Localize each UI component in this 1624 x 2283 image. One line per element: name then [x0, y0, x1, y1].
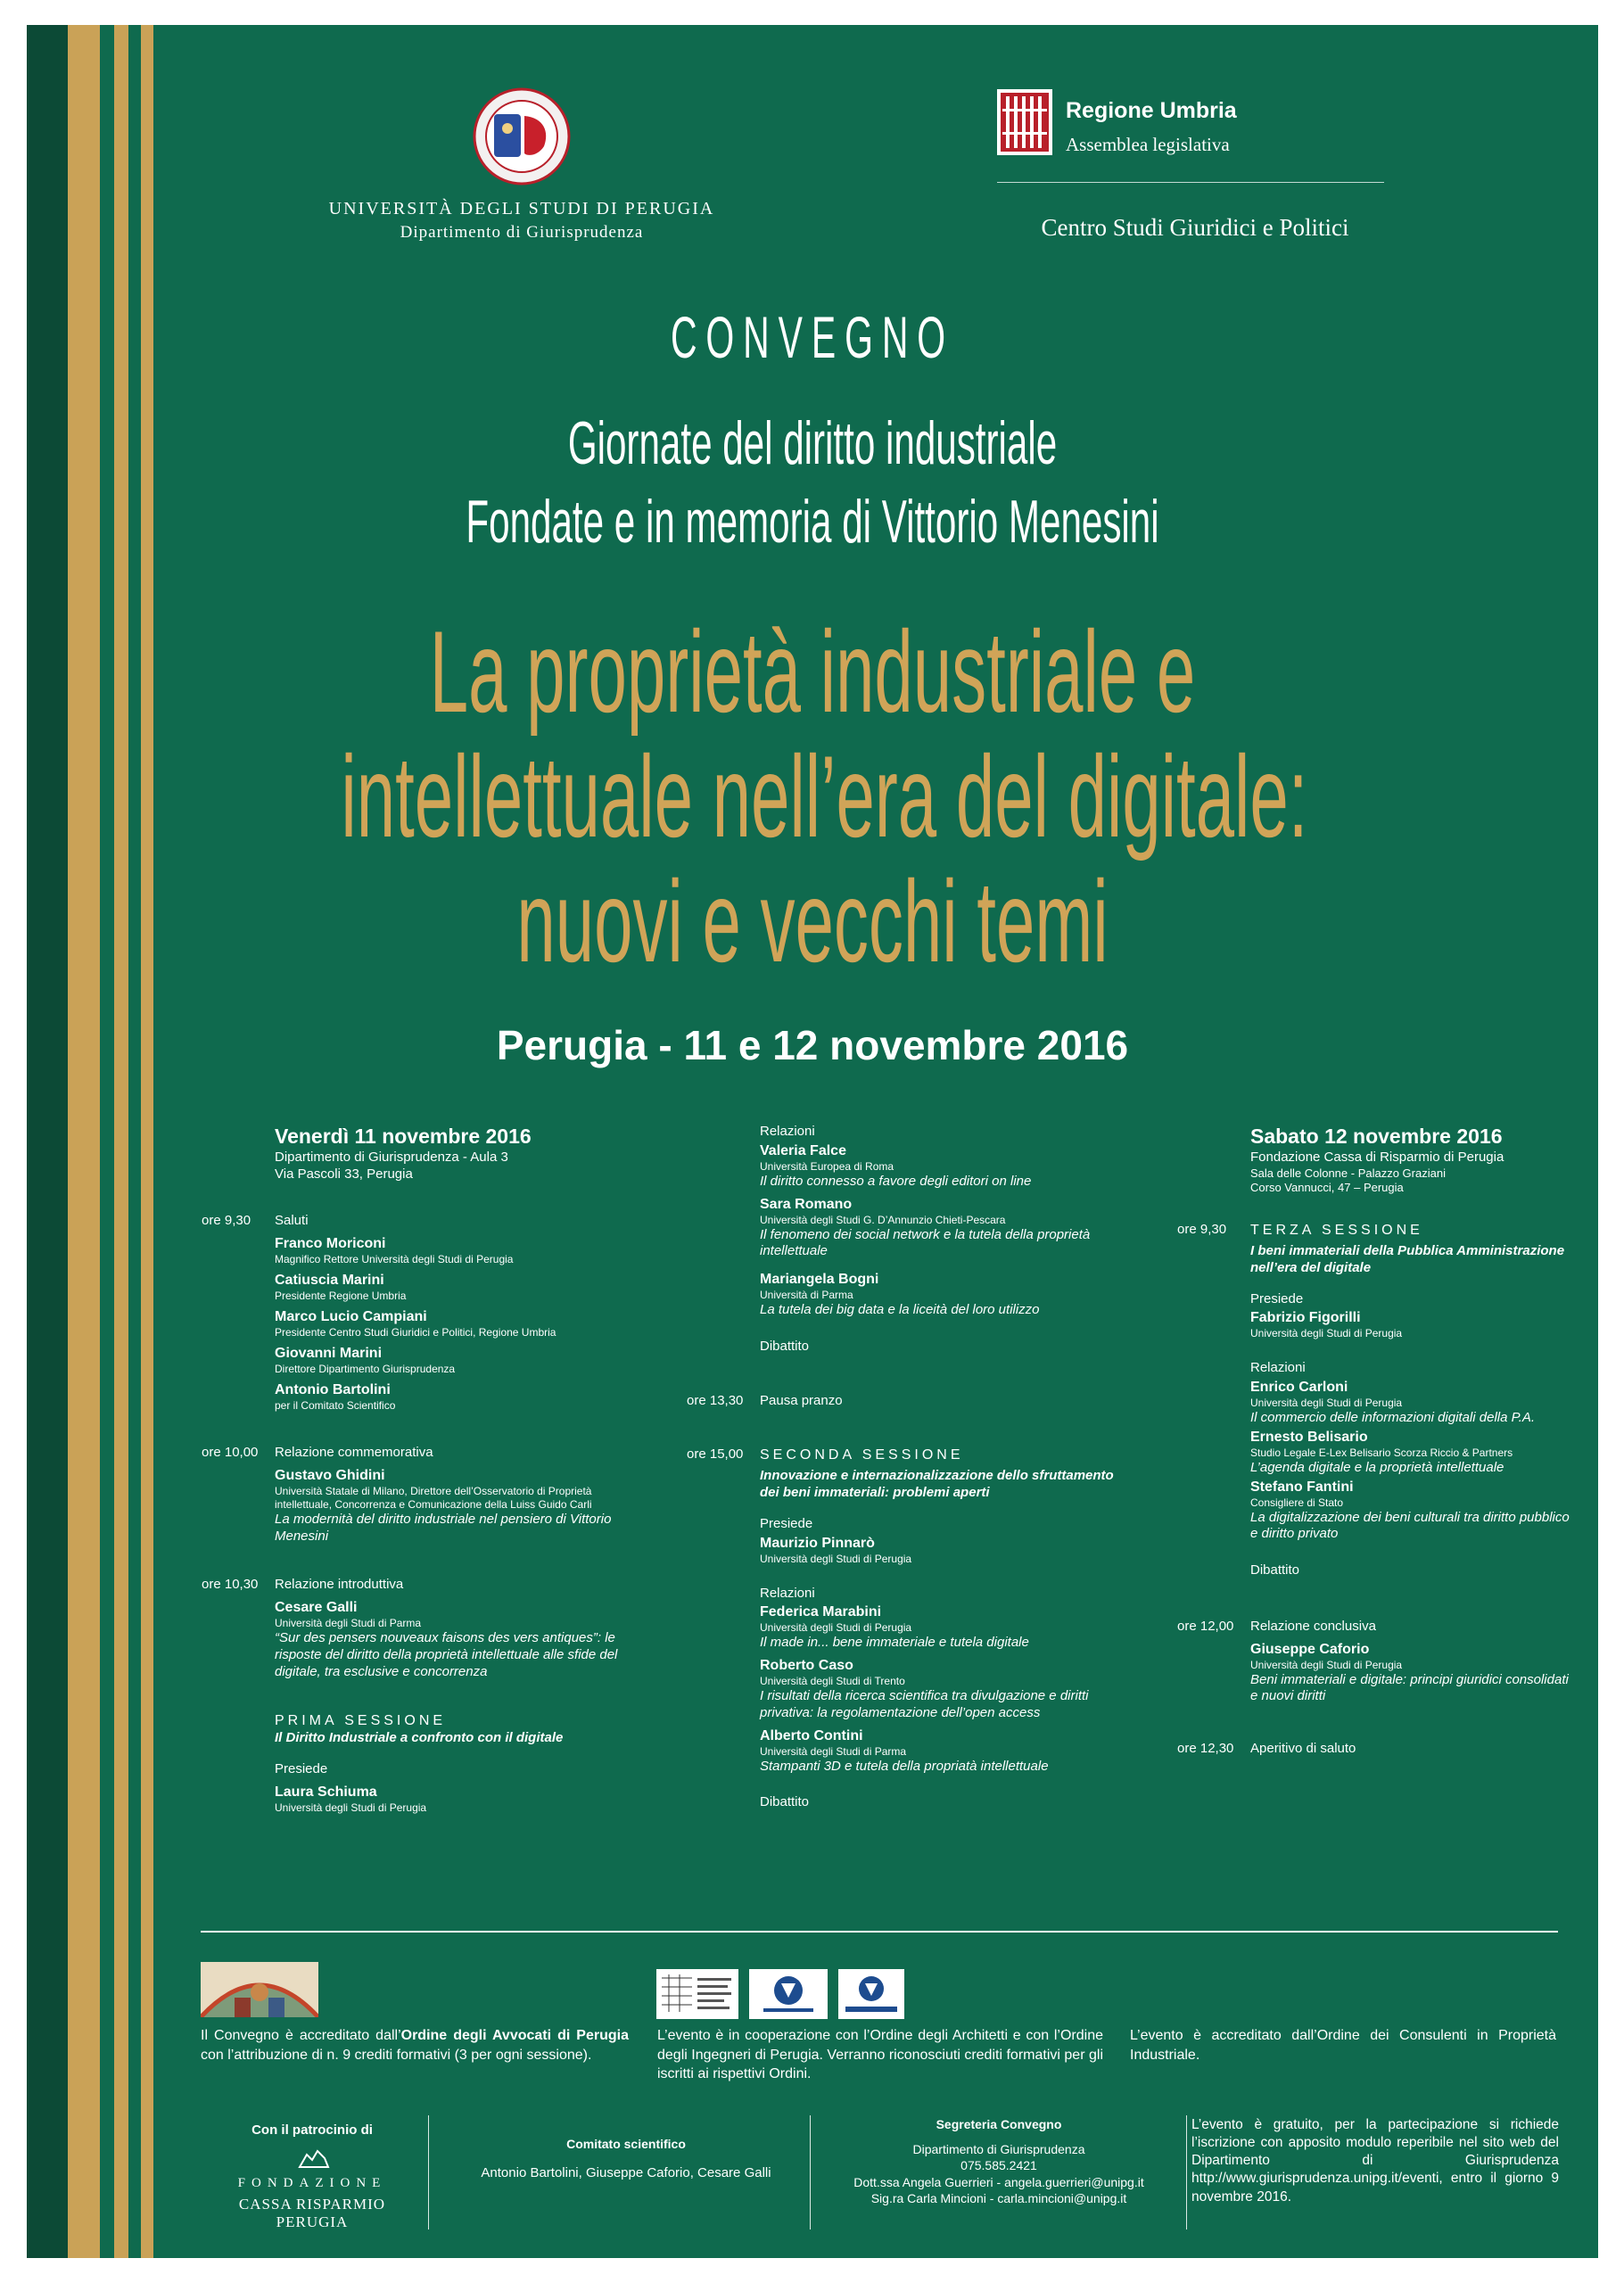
presiede-label: Presiede — [1250, 1290, 1304, 1306]
speaker-name: Giovanni Marini — [275, 1346, 383, 1361]
assemblea-legislativa: Assemblea legislativa — [1066, 134, 1230, 155]
commemorativa-label: Relazione commemorativa — [275, 1445, 433, 1460]
program-saturday — [1177, 1124, 1571, 1758]
conference-poster — [27, 25, 1598, 2258]
speaker-name: Valeria Falce — [760, 1142, 846, 1158]
presiede-label: Presiede — [275, 1761, 328, 1776]
speaker-name: Fabrizio Figorilli — [1250, 1310, 1361, 1326]
acc1-bold: Ordine degli Avvocati di Perugia — [400, 2028, 629, 2043]
talk-title: La tutela dei big data e la liceità del loro utilizzo — [760, 1302, 1040, 1317]
commemorativa-time: ore 10,00 — [202, 1445, 259, 1460]
speaker-affiliation: Direttore Dipartimento Giurisprudenza — [275, 1363, 456, 1375]
speaker-affiliation: Università degli Studi di Perugia — [1250, 1397, 1403, 1409]
conclusiva-time: ore 12,00 — [1177, 1618, 1234, 1634]
aperitivo-time: ore 12,30 — [1177, 1741, 1234, 1756]
registration-info: L’evento è gratuito, per la partecipazione si richiede l’iscrizione con apposito modulo reperibile nel sito web del Dipartimento di Giurisprudenza http://www.giurisprudenza.unipg.it/eventi, entro il giorno 9 novembre 2016. — [1191, 2117, 1559, 2205]
talk-title: La digitalizzazione dei beni culturali tra diritto pubblico e diritto privato — [1250, 1509, 1570, 1542]
speaker-affiliation: Università degli Studi di Trento — [760, 1675, 905, 1687]
speaker-name: Alberto Contini — [760, 1727, 863, 1743]
speaker-name: Catiuscia Marini — [275, 1273, 384, 1288]
regione-umbria-name: Regione Umbria — [1066, 98, 1237, 123]
saluti-block — [202, 1213, 649, 1413]
comitato-scientifico — [448, 2137, 804, 2180]
program-column-2 — [687, 1124, 1134, 1811]
main-title-line-2 — [27, 729, 1598, 863]
saluti-time: ore 9,30 — [202, 1213, 251, 1229]
speaker-affiliation: Università degli Studi di Parma — [275, 1617, 422, 1629]
speaker-affiliation: Università Statale di Milano, Direttore dell’Osservatorio di Proprietà intellettuale, Concorrenza e Comunicazione della Luiss Guido Carli — [275, 1484, 592, 1511]
speaker-name: Giuseppe Caforio — [1250, 1641, 1370, 1657]
speaker-name: Ernesto Belisario — [1250, 1429, 1368, 1445]
speaker-affiliation: Università degli Studi G. D’Annunzio Chieti-Pescara — [760, 1213, 1006, 1226]
talk-title: I risultati della ricerca scientifica tra divulgazione e diritti privativa: la regolamentazione dell’open access — [760, 1688, 1089, 1720]
speaker-name: Gustavo Ghidini — [275, 1467, 385, 1483]
speaker-affiliation: Università degli Studi di Perugia — [1250, 1658, 1403, 1671]
speaker-affiliation: Presidente Centro Studi Giuridici e Politici, Regione Umbria — [275, 1326, 556, 1339]
convegno-text: CONVEGNO — [670, 304, 955, 370]
footer-divider — [1186, 2115, 1187, 2229]
day1-venue-2: Via Pascoli 33, Perugia — [275, 1166, 413, 1182]
subtitle-line-2 — [27, 487, 1598, 556]
speaker-name: Stefano Fantini — [1250, 1479, 1354, 1495]
speaker-affiliation: Università di Parma — [760, 1289, 853, 1301]
dibattito-label: Dibattito — [760, 1338, 810, 1354]
patrocinio-label: Con il patrocinio di — [251, 2122, 373, 2138]
main-title-line-1 — [27, 605, 1598, 738]
prima-sessione-label: PRIMA SESSIONE — [275, 1713, 447, 1729]
speaker-name: Marco Lucio Campiani — [275, 1309, 427, 1324]
speaker-name: Maurizio Pinnarò — [760, 1535, 875, 1551]
talk-title: “Sur des pensers nouveaux faisons des vers antiques”: le risposte del diritto della proprietà intellettuale alle sfide del digitale, tra esclusive e concorrenza — [275, 1630, 618, 1679]
conclusiva-block — [1177, 1618, 1571, 1705]
aperitivo-label: Aperitivo di saluto — [1250, 1741, 1356, 1756]
prima-sessione-title: Il Diritto Industriale a confronto con il digitale — [275, 1730, 564, 1746]
day2-venue-3: Corso Vannucci, 47 – Perugia — [1250, 1180, 1404, 1194]
convegno-label — [27, 303, 1598, 371]
comitato-label: Comitato scientifico — [566, 2137, 686, 2151]
day2-venue-1: Fondazione Cassa di Risparmio di Perugia — [1250, 1149, 1504, 1165]
speaker-affiliation: Studio Legale E-Lex Belisario Scorza Riccio & Partners — [1250, 1446, 1513, 1459]
relazioni-label: Relazioni — [760, 1124, 815, 1139]
terza-sessione-block — [1177, 1222, 1571, 1579]
talk-title: La modernità del diritto industriale nel pensiero di Vittorio Menesini — [275, 1511, 612, 1544]
pausa-block — [687, 1392, 1134, 1410]
speaker-name: Cesare Galli — [275, 1600, 358, 1615]
speaker-affiliation: per il Comitato Scientifico — [275, 1399, 396, 1412]
griffin-icon — [294, 2147, 332, 2171]
talk-title: Il commercio delle informazioni digitali della P.A. — [1250, 1410, 1536, 1425]
seconda-sessione-title: Innovazione e internazionalizzazione dello sfruttamento dei beni immateriali: problemi aperti — [760, 1468, 1114, 1500]
talk-title: Il diritto connesso a favore degli editori on line — [760, 1173, 1032, 1189]
speaker-name: Roberto Caso — [760, 1658, 853, 1673]
speaker-affiliation: Consigliere di Stato — [1250, 1496, 1344, 1509]
relazioni-label: Relazioni — [1250, 1360, 1306, 1376]
segreteria-line-2: 075.585.2421 — [960, 2158, 1037, 2173]
talk-title: Beni immateriali e digitale: principi giuridici consolidati e nuovi diritti — [1250, 1671, 1569, 1704]
program-friday — [202, 1124, 649, 1815]
speaker-affiliation: Università Europea di Roma — [760, 1159, 894, 1173]
talk-title: Stampanti 3D e tutela della propriatà intellettuale — [760, 1758, 1049, 1774]
accreditation-architetti-ingegneri: L’evento è in cooperazione con l’Ordine degli Architetti e con l’Ordine degli Ingegneri di Perugia. Verranno riconosciuti crediti formativi per gli iscritti ai rispettivi Ordini. — [657, 2028, 1103, 2082]
speaker-affiliation: Università degli Studi di Parma — [760, 1744, 907, 1758]
ordine-ingegneri-logo-icon — [749, 1969, 828, 2019]
dibattito-label: Dibattito — [1250, 1562, 1300, 1578]
speaker-name: Federica Marabini — [760, 1604, 882, 1620]
presiede-label: Presiede — [760, 1515, 813, 1531]
conclusiva-label: Relazione conclusiva — [1250, 1618, 1376, 1634]
speaker-affiliation: Università degli Studi di Perugia — [275, 1801, 427, 1814]
fresco-artwork-icon — [201, 1962, 318, 2017]
fondazione-name-1: FONDAZIONE — [237, 2176, 387, 2190]
fondazione-logo-icon — [838, 1969, 904, 2019]
day1-venue-1: Dipartimento di Giurisprudenza - Aula 3 — [275, 1149, 508, 1165]
header-divider — [997, 182, 1384, 183]
speaker-name: Mariangela Bogni — [760, 1272, 879, 1287]
day2-venue-2: Sala delle Colonne - Palazzo Graziani — [1250, 1166, 1446, 1180]
ordine-architetti-logo-icon — [656, 1969, 738, 2019]
speaker-affiliation: Università degli Studi di Perugia — [760, 1621, 912, 1635]
speaker-affiliation: Magnifico Rettore Università degli Studi di Perugia — [275, 1253, 514, 1265]
speaker-affiliation: Università degli Studi di Perugia — [760, 1552, 912, 1565]
speaker-affiliation: Università degli Studi di Perugia — [1250, 1327, 1403, 1340]
day2-title: Sabato 12 novembre 2016 — [1250, 1125, 1503, 1148]
fondazione-name-2: CASSA RISPARMIO PERUGIA — [238, 2196, 386, 2230]
regione-umbria-logo-icon — [997, 89, 1052, 155]
accreditation-avvocati — [201, 2026, 629, 2065]
saluti-label: Saluti — [275, 1213, 309, 1229]
talk-title: L’agenda digitale e la proprietà intellettuale — [1250, 1459, 1504, 1475]
main-title-2-text: intellettuale nell’era del digitale: — [341, 731, 1308, 861]
accreditation-consulenti: L’evento è accreditato dall’Ordine dei Consulenti in Proprietà Industriale. — [1130, 2028, 1556, 2063]
introduttiva-label: Relazione introduttiva — [275, 1577, 404, 1593]
prima-sessione-block — [275, 1712, 649, 1815]
subtitle-2-text: Fondate e in memoria di Vittorio Menesini — [466, 488, 1159, 556]
place-and-date: Perugia - 11 e 12 novembre 2016 — [496, 1022, 1129, 1068]
seconda-time: ore 15,00 — [687, 1446, 744, 1463]
segreteria-label: Segreteria Convegno — [936, 2117, 1062, 2131]
introduttiva-block — [202, 1577, 649, 1680]
speaker-name: Sara Romano — [760, 1196, 853, 1212]
introduttiva-time: ore 10,30 — [202, 1577, 259, 1593]
comitato-names: Antonio Bartolini, Giuseppe Caforio, Cesare Galli — [481, 2165, 771, 2180]
day1-title: Venerdì 11 novembre 2016 — [275, 1125, 532, 1148]
segreteria-convegno — [812, 2116, 1186, 2206]
dibattito-label: Dibattito — [760, 1794, 810, 1810]
relazioni-label: Relazioni — [760, 1585, 815, 1601]
terza-sessione-title: I beni immateriali della Pubblica Amministrazione nell’era del digitale — [1250, 1243, 1565, 1275]
main-title-line-3 — [27, 854, 1598, 988]
speaker-name: Laura Schiuma — [275, 1784, 377, 1800]
centro-studi-name: Centro Studi Giuridici e Politici — [1041, 214, 1349, 241]
speaker-affiliation: Presidente Regione Umbria — [275, 1290, 407, 1302]
seconda-sessione-block — [687, 1446, 1134, 1811]
terza-sessione-label: TERZA SESSIONE — [1250, 1223, 1423, 1238]
bottom-separator — [201, 1931, 1558, 1933]
acc1-pre: Il Convegno è accreditato dall’ — [201, 2028, 401, 2043]
speaker-name: Antonio Bartolini — [275, 1382, 391, 1397]
main-title-3-text: nuovi e vecchi temi — [516, 856, 1109, 986]
department-name: Dipartimento di Giurisprudenza — [400, 223, 644, 242]
speaker-name: Franco Moriconi — [275, 1236, 386, 1251]
talk-title: Il made in... bene immateriale e tutela digitale — [760, 1635, 1029, 1651]
footer-divider — [810, 2115, 811, 2229]
segreteria-line-4: Sig.ra Carla Mincioni - carla.mincioni@unipg.it — [870, 2190, 1127, 2205]
main-title-1-text: La proprietà industriale e — [429, 606, 1196, 737]
commemorativa-block — [202, 1445, 649, 1545]
university-name: UNIVERSITÀ DEGLI STUDI DI PERUGIA — [328, 199, 715, 218]
footer-divider — [428, 2115, 429, 2229]
subtitle-1-text: Giornate del diritto industriale — [567, 409, 1058, 477]
subtitle-line-1 — [27, 408, 1598, 478]
segreteria-line-3: Dott.ssa Angela Guerrieri - angela.guerrieri@unipg.it — [853, 2174, 1144, 2189]
university-seal-icon — [473, 87, 571, 185]
talk-title: Il fenomeno dei social network e la tutela della proprietà intellettuale — [760, 1226, 1091, 1259]
pausa-label: Pausa pranzo — [760, 1392, 843, 1408]
seconda-sessione-label: SECONDA SESSIONE — [760, 1447, 964, 1463]
pausa-time: ore 13,30 — [687, 1392, 744, 1408]
speaker-name: Enrico Carloni — [1250, 1380, 1348, 1395]
segreteria-line-1: Dipartimento di Giurisprudenza — [912, 2142, 1085, 2157]
aperitivo-block — [1177, 1741, 1571, 1758]
acc1-post: con l’attribuzione di n. 9 crediti formativi (3 per ogni sessione). — [201, 2047, 592, 2063]
terza-time: ore 9,30 — [1177, 1222, 1227, 1237]
